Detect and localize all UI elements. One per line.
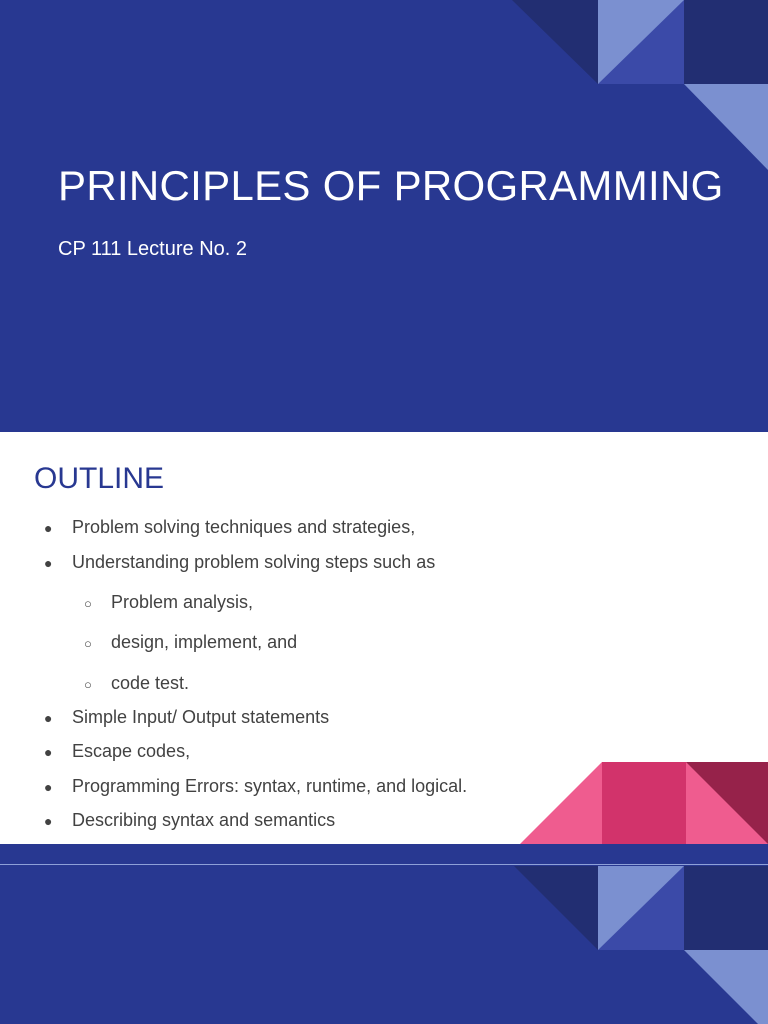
sub-bullet-marker: ○ (84, 596, 92, 611)
list-item-text: code test. (111, 673, 190, 693)
list-item (44, 809, 335, 832)
deco-pink-square (602, 762, 686, 844)
list-item-text: Problem solving techniques and strategies, (72, 517, 416, 537)
bullet-marker: ● (44, 779, 53, 795)
list-item (44, 775, 467, 798)
sub-bullet-marker: ○ (84, 677, 92, 692)
list-item-text: Simple Input/ Output statements (72, 707, 330, 727)
bullet-marker: ● (44, 710, 53, 726)
bullet-marker: ● (44, 813, 53, 829)
deco-light-triangle (684, 950, 768, 1024)
bullet-marker: ● (44, 555, 53, 571)
list-item-text: design, implement, and (111, 632, 298, 652)
list-item-text: Programming Errors: syntax, runtime, and logical. (72, 776, 468, 796)
separator-line (0, 864, 768, 865)
deco-dark-triangle (512, 0, 598, 84)
deco-dark-triangle (514, 866, 598, 950)
slide-subtitle: CP 111 Lecture No. 2 (58, 238, 248, 260)
list-item (44, 551, 435, 574)
title-slide (0, 0, 768, 432)
next-slide-partial (0, 866, 768, 1024)
bullet-marker: ● (44, 520, 53, 536)
list-item-text: Understanding problem solving steps such as (72, 552, 436, 572)
list-item-text: Problem analysis, (111, 592, 254, 612)
bullet-marker: ● (44, 744, 53, 760)
deco-dark-square (684, 866, 768, 950)
list-item (44, 516, 415, 539)
outline-slide (0, 432, 768, 844)
sub-bullet-marker: ○ (84, 636, 92, 651)
outline-heading: OUTLINE (34, 462, 165, 495)
corner-geometric-decoration (0, 866, 768, 1024)
sub-list-item (84, 672, 189, 696)
list-item (44, 706, 329, 729)
sub-list-item (84, 591, 253, 615)
deco-light-triangle (684, 84, 768, 170)
deco-dark-square (684, 0, 768, 84)
list-item-text: Escape codes, (72, 741, 191, 761)
deco-pink-triangle-left (520, 762, 602, 844)
slide-separator (0, 844, 768, 866)
slide-title: PRINCIPLES OF PROGRAMMING (58, 162, 724, 209)
list-item-text: Describing syntax and semantics (72, 810, 336, 830)
list-item (44, 740, 190, 763)
sub-list-item (84, 631, 297, 655)
corner-geometric-decoration (0, 0, 768, 432)
